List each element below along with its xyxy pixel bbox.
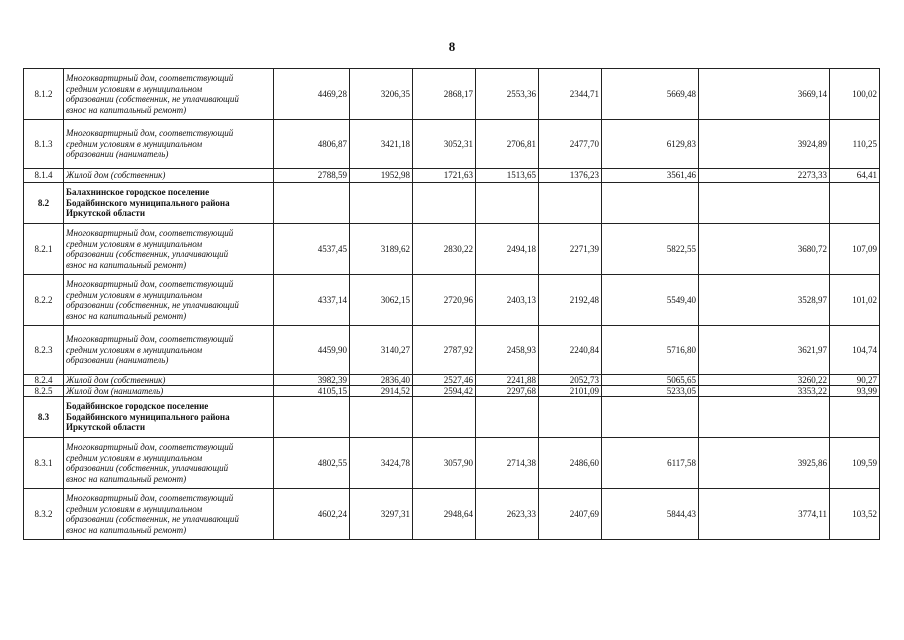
row-description: [64, 169, 274, 183]
value-cell: 1513,65: [476, 169, 539, 183]
value-cell: 2914,52: [350, 386, 413, 397]
value-cell: 3206,35: [350, 69, 413, 120]
value-cell: 3621,97: [699, 326, 830, 375]
value-cell: 2527,46: [413, 375, 476, 386]
value-cell: 2623,33: [476, 489, 539, 540]
value-cell: 2486,60: [539, 438, 602, 489]
description-line: Многоквартирный дом, соответствующий: [66, 228, 234, 238]
section-code: 8.2: [24, 183, 64, 224]
value-cell: 2101,09: [539, 386, 602, 397]
page-number: 8: [448, 39, 456, 54]
empty-cell: [602, 397, 699, 438]
section-title-line: Иркутской области: [66, 208, 146, 219]
section-title-line: Бодайбинского муниципального района: [66, 197, 230, 208]
description-line: средним условиям в муниципальном: [66, 452, 203, 463]
value-cell: 6117,58: [602, 438, 699, 489]
description-line: средним условиям в муниципальном: [66, 503, 203, 514]
row-code: 8.2.3: [24, 326, 64, 375]
empty-cell: [274, 183, 350, 224]
description-line: образовании (собственник, уплачивающий: [66, 249, 229, 259]
value-cell: 2273,33: [699, 169, 830, 183]
value-cell: 2192,48: [539, 275, 602, 326]
value-cell: 2553,36: [476, 69, 539, 120]
row-description: [64, 386, 274, 397]
row-description: [64, 120, 274, 169]
section-row: [24, 397, 880, 438]
value-cell: 5065,65: [602, 375, 699, 386]
value-cell: 1376,23: [539, 169, 602, 183]
value-cell: 2720,96: [413, 275, 476, 326]
value-cell: 2052,73: [539, 375, 602, 386]
value-cell: 103,52: [830, 489, 880, 540]
value-cell: 107,09: [830, 224, 880, 275]
description-line: взнос на капитальный ремонт): [66, 310, 187, 321]
value-cell: 3057,90: [413, 438, 476, 489]
value-cell: 4105,15: [274, 386, 350, 397]
value-cell: 2836,40: [350, 375, 413, 386]
description-line: Жилой дом (собственник): [66, 170, 166, 180]
section-row: [24, 183, 880, 224]
value-cell: 2477,70: [539, 120, 602, 169]
description-line: образовании (наниматель): [66, 149, 169, 160]
value-cell: 3052,31: [413, 120, 476, 169]
value-cell: 2271,39: [539, 224, 602, 275]
row-code: 8.2.4: [24, 375, 64, 386]
description-line: образовании (собственник, уплачивающий: [66, 463, 229, 473]
value-cell: 3421,18: [350, 120, 413, 169]
section-title-line: Бодайбинского муниципального района: [66, 411, 230, 422]
row-code: 8.2.1: [24, 224, 64, 275]
description-line: Жилой дом (собственник): [66, 374, 166, 385]
value-cell: 2830,22: [413, 224, 476, 275]
row-description: [64, 275, 274, 326]
row-code: 8.2.5: [24, 386, 64, 397]
value-cell: 3260,22: [699, 375, 830, 386]
description-line: средним условиям в муниципальном: [66, 83, 203, 94]
value-cell: 104,74: [830, 326, 880, 375]
value-cell: 2787,92: [413, 326, 476, 375]
value-cell: 3680,72: [699, 224, 830, 275]
empty-cell: [476, 183, 539, 224]
empty-cell: [476, 397, 539, 438]
table-row: [24, 275, 880, 326]
row-description: [64, 224, 274, 275]
value-cell: 3297,31: [350, 489, 413, 540]
value-cell: 4802,55: [274, 438, 350, 489]
value-cell: 2788,59: [274, 169, 350, 183]
value-cell: 3424,78: [350, 438, 413, 489]
value-cell: 2403,13: [476, 275, 539, 326]
value-cell: 2240,84: [539, 326, 602, 375]
value-cell: 3669,14: [699, 69, 830, 120]
value-cell: 2868,17: [413, 69, 476, 120]
value-cell: 4537,45: [274, 224, 350, 275]
value-cell: 3924,89: [699, 120, 830, 169]
description-line: взнос на капитальный ремонт): [66, 524, 187, 535]
row-code: 8.3.1: [24, 438, 64, 489]
value-cell: 1721,63: [413, 169, 476, 183]
value-cell: 2344,71: [539, 69, 602, 120]
value-cell: 1952,98: [350, 169, 413, 183]
description-line: образовании (собственник, не уплачивающий: [66, 514, 239, 524]
value-cell: 2594,42: [413, 386, 476, 397]
row-description: [64, 489, 274, 540]
value-cell: 110,25: [830, 120, 880, 169]
value-cell: 4602,24: [274, 489, 350, 540]
value-cell: 4806,87: [274, 120, 350, 169]
row-code: 8.1.3: [24, 120, 64, 169]
description-line: Многоквартирный дом, соответствующий: [66, 128, 234, 139]
empty-cell: [830, 183, 880, 224]
row-description: [64, 375, 274, 386]
value-cell: 5233,05: [602, 386, 699, 397]
value-cell: 2494,18: [476, 224, 539, 275]
value-cell: 2714,38: [476, 438, 539, 489]
table-row: [24, 375, 880, 386]
value-cell: 3353,22: [699, 386, 830, 397]
value-cell: 3561,46: [602, 169, 699, 183]
table-row: [24, 224, 880, 275]
empty-cell: [350, 183, 413, 224]
value-cell: 4469,28: [274, 69, 350, 120]
value-cell: 6129,83: [602, 120, 699, 169]
value-cell: 90,27: [830, 375, 880, 386]
description-line: Многоквартирный дом, соответствующий: [66, 493, 234, 503]
value-cell: 5822,55: [602, 224, 699, 275]
description-line: образовании (наниматель): [66, 355, 169, 366]
value-cell: 109,59: [830, 438, 880, 489]
description-line: средним условиям в муниципальном: [66, 138, 203, 149]
value-cell: 3774,11: [699, 489, 830, 540]
empty-cell: [602, 183, 699, 224]
table-row: [24, 489, 880, 540]
value-cell: 5669,48: [602, 69, 699, 120]
value-cell: 3528,97: [699, 275, 830, 326]
empty-cell: [539, 183, 602, 224]
description-line: Многоквартирный дом, соответствующий: [66, 334, 234, 345]
section-title-line: Иркутской области: [66, 422, 146, 433]
row-description: [64, 69, 274, 120]
value-cell: 3925,86: [699, 438, 830, 489]
description-line: Многоквартирный дом, соответствующий: [66, 442, 234, 452]
empty-cell: [413, 397, 476, 438]
section-title: [64, 397, 274, 438]
description-line: взнос на капитальный ремонт): [66, 473, 187, 484]
description-line: взнос на капитальный ремонт): [66, 259, 187, 270]
row-code: 8.3.2: [24, 489, 64, 540]
row-code: 8.1.4: [24, 169, 64, 183]
empty-cell: [699, 397, 830, 438]
value-cell: 2297,68: [476, 386, 539, 397]
empty-cell: [830, 397, 880, 438]
value-cell: 4337,14: [274, 275, 350, 326]
table-row: [24, 438, 880, 489]
description-line: образовании (собственник, не уплачивающий: [66, 300, 239, 310]
description-line: Жилой дом (наниматель): [66, 385, 164, 396]
value-cell: 3062,15: [350, 275, 413, 326]
value-cell: 64,41: [830, 169, 880, 183]
empty-cell: [413, 183, 476, 224]
section-title-line: Балахнинское городское поселение: [66, 187, 210, 198]
value-cell: 2458,93: [476, 326, 539, 375]
table-row: [24, 69, 880, 120]
value-cell: 100,02: [830, 69, 880, 120]
description-line: Многоквартирный дом, соответствующий: [66, 279, 234, 289]
section-title-line: Бодайбинское городское поселение: [66, 401, 209, 412]
table-row: [24, 169, 880, 183]
value-cell: 2948,64: [413, 489, 476, 540]
description-line: образовании (собственник, не уплачивающий: [66, 94, 239, 104]
value-cell: 101,02: [830, 275, 880, 326]
empty-cell: [699, 183, 830, 224]
value-cell: 5844,43: [602, 489, 699, 540]
empty-cell: [274, 397, 350, 438]
row-description: [64, 438, 274, 489]
description-line: средним условиям в муниципальном: [66, 238, 203, 249]
value-cell: 4459,90: [274, 326, 350, 375]
description-line: средним условиям в муниципальном: [66, 289, 203, 300]
value-cell: 3189,62: [350, 224, 413, 275]
empty-cell: [539, 397, 602, 438]
empty-cell: [350, 397, 413, 438]
description-line: Многоквартирный дом, соответствующий: [66, 73, 234, 83]
value-cell: 93,99: [830, 386, 880, 397]
description-line: взнос на капитальный ремонт): [66, 104, 187, 115]
value-cell: 2706,81: [476, 120, 539, 169]
value-cell: 2241,88: [476, 375, 539, 386]
row-code: 8.1.2: [24, 69, 64, 120]
value-cell: 3982,39: [274, 375, 350, 386]
table-row: [24, 326, 880, 375]
value-cell: 5549,40: [602, 275, 699, 326]
table-row: [24, 386, 880, 397]
section-code: 8.3: [24, 397, 64, 438]
value-cell: 5716,80: [602, 326, 699, 375]
value-cell: 2407,69: [539, 489, 602, 540]
value-cell: 3140,27: [350, 326, 413, 375]
tariff-table: [23, 68, 880, 540]
row-code: 8.2.2: [24, 275, 64, 326]
description-line: средним условиям в муниципальном: [66, 344, 203, 355]
section-title: [64, 183, 274, 224]
row-description: [64, 326, 274, 375]
table-row: [24, 120, 880, 169]
